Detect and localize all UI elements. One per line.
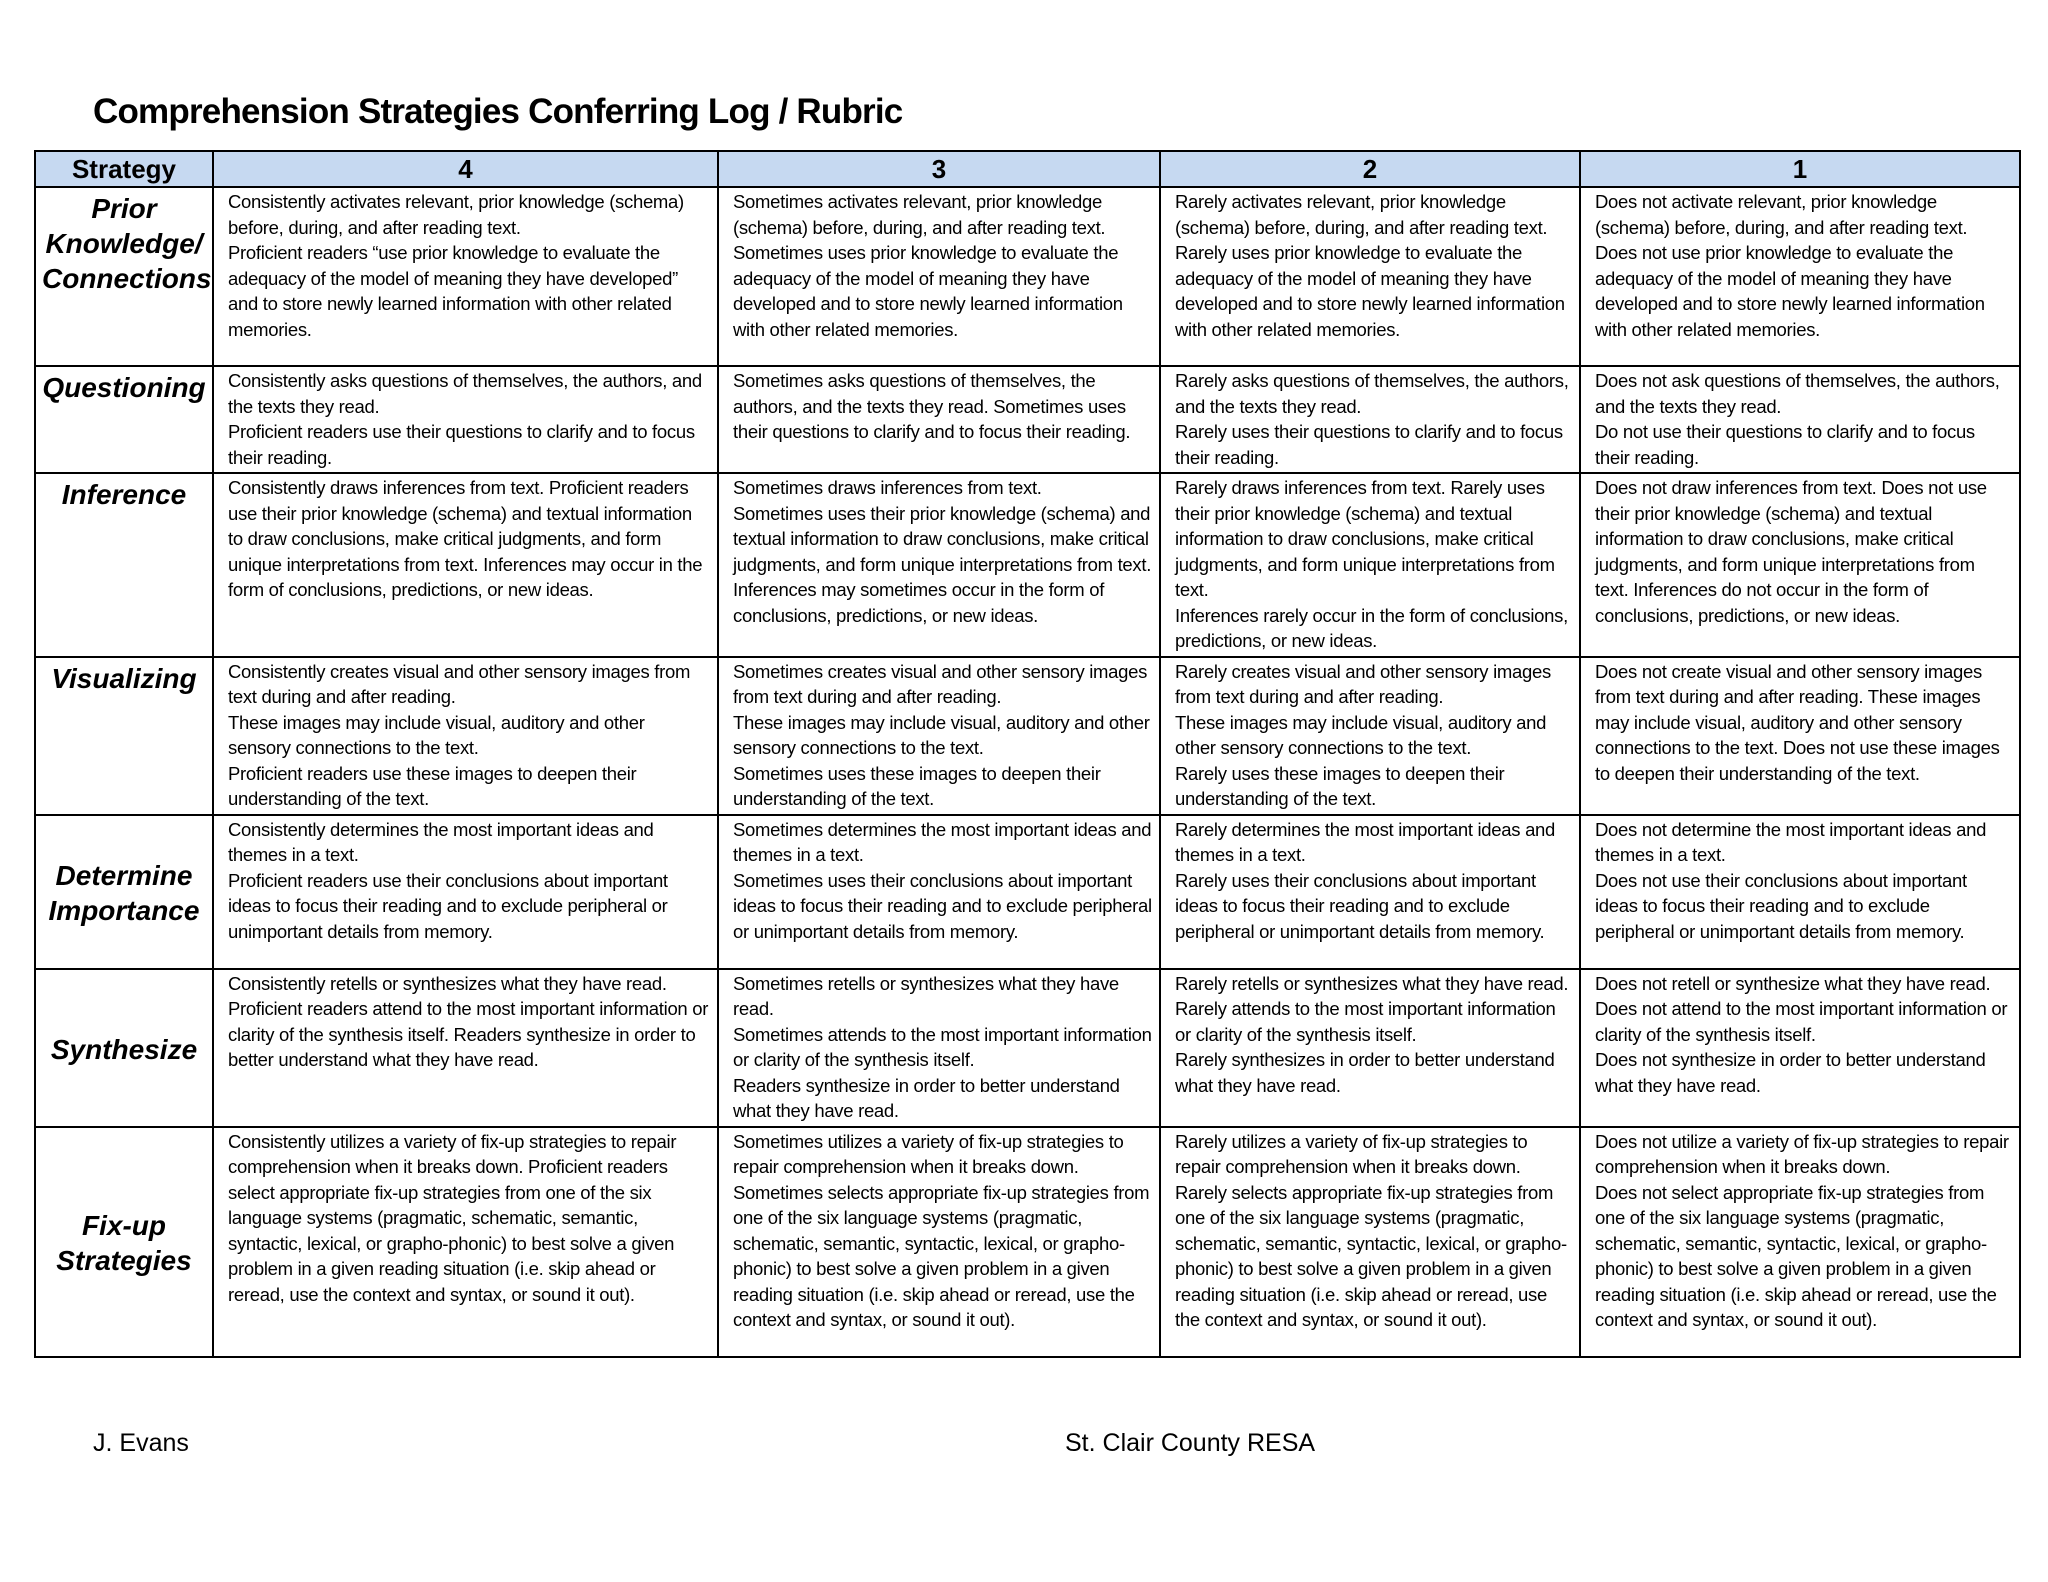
cell-score-2: Rarely creates visual and other sensory images from text during and after reading. These images may include visual, auditory and other sensory connections to the text. Rarely uses these images to deepen their understanding of the text. (1160, 657, 1580, 815)
cell-score-1: Does not ask questions of themselves, the authors, and the texts they read. Do not use their questions to clarify and to focus their reading. (1580, 366, 2020, 473)
cell-score-4: Consistently utilizes a variety of fix-up strategies to repair comprehension when it breaks down. Proficient readers select appropriate fix-up strategies from one of the six language systems (pragmatic, schematic, semantic, syntactic, lexical, or grapho-phonic) to best solve a given problem in a given reading situation (i.e. skip ahead or reread, use the context and syntax, or sound it out). (213, 1127, 718, 1357)
cell-score-2: Rarely determines the most important ideas and themes in a text. Rarely uses their conclusions about important ideas to focus their reading and to exclude peripheral or unimportant details from memory. (1160, 815, 1580, 969)
strategy-label: Visualizing (35, 657, 213, 815)
cell-score-1: Does not activate relevant, prior knowledge (schema) before, during, and after reading text. Does not use prior knowledge to evaluate the adequacy of the model of meaning they have developed and to store newly learned information with other related memories. (1580, 187, 2020, 366)
row-visualizing (35, 657, 2020, 815)
cell-score-2: Rarely utilizes a variety of fix-up strategies to repair comprehension when it breaks down. Rarely selects appropriate fix-up strategies from one of the six language systems (pragmatic, schematic, semantic, syntactic, lexical, or grapho-phonic) to best solve a given problem in a given reading situation (i.e. skip ahead or reread, use the context and syntax, or sound it out). (1160, 1127, 1580, 1357)
row-prior-knowledge (35, 187, 2020, 366)
cell-score-4: Consistently activates relevant, prior knowledge (schema) before, during, and after reading text. Proficient readers “use prior knowledge to evaluate the adequacy of the model of meaning they have developed” and to store newly learned information with other related memories. (213, 187, 718, 366)
cell-score-4: Consistently retells or synthesizes what they have read. Proficient readers attend to the most important information or clarity of the synthesis itself. Readers synthesize in order to better understand what they have read. (213, 969, 718, 1127)
cell-score-3: Sometimes determines the most important ideas and themes in a text. Sometimes uses their conclusions about important ideas to focus their reading and to exclude peripheral or unimportant details from memory. (718, 815, 1160, 969)
footer-organization: St. Clair County RESA (1065, 1429, 1316, 1457)
footer-author: J. Evans (93, 1429, 189, 1457)
strategy-label: Prior Knowledge/ Connections (35, 187, 213, 366)
row-determine-importance (35, 815, 2020, 969)
cell-score-1: Does not determine the most important ideas and themes in a text. Does not use their conclusions about important ideas to focus their reading and to exclude peripheral or unimportant details from memory. (1580, 815, 2020, 969)
rubric-table (34, 150, 2021, 1358)
row-questioning (35, 366, 2020, 473)
cell-score-4: Consistently draws inferences from text. Proficient readers use their prior knowledge (schema) and textual information to draw conclusions, make critical judgments, and form unique interpretations from text. Inferences may occur in the form of conclusions, predictions, or new ideas. (213, 473, 718, 657)
cell-score-3: Sometimes asks questions of themselves, the authors, and the texts they read. Sometimes uses their questions to clarify and to focus their reading. (718, 366, 1160, 473)
cell-score-2: Rarely retells or synthesizes what they have read. Rarely attends to the most important information or clarity of the synthesis itself. Rarely synthesizes in order to better understand what they have read. (1160, 969, 1580, 1127)
row-fix-up-strategies (35, 1127, 2020, 1357)
cell-score-2: Rarely asks questions of themselves, the authors, and the texts they read. Rarely uses their questions to clarify and to focus their reading. (1160, 366, 1580, 473)
cell-score-3: Sometimes draws inferences from text. Sometimes uses their prior knowledge (schema) and textual information to draw conclusions, make critical judgments, and form unique interpretations from text. Inferences may sometimes occur in the form of conclusions, predictions, or new ideas. (718, 473, 1160, 657)
cell-score-4: Consistently creates visual and other sensory images from text during and after reading. These images may include visual, auditory and other sensory connections to the text. Proficient readers use these images to deepen their understanding of the text. (213, 657, 718, 815)
cell-score-3: Sometimes retells or synthesizes what they have read. Sometimes attends to the most important information or clarity of the synthesis itself. Readers synthesize in order to better understand what they have read. (718, 969, 1160, 1127)
strategy-label: Inference (35, 473, 213, 657)
strategy-label: Synthesize (35, 969, 213, 1127)
row-inference (35, 473, 2020, 657)
strategy-label: Questioning (35, 366, 213, 473)
header-strategy: Strategy (35, 151, 213, 187)
header-score-1: 1 (1580, 151, 2020, 187)
header-row (35, 151, 2020, 187)
row-synthesize (35, 969, 2020, 1127)
cell-score-1: Does not utilize a variety of fix-up strategies to repair comprehension when it breaks down. Does not select appropriate fix-up strategies from one of the six language systems (pragmatic, schematic, semantic, syntactic, lexical, or grapho-phonic) to best solve a given problem in a given reading situation (i.e. skip ahead or reread, use the context and syntax, or sound it out). (1580, 1127, 2020, 1357)
strategy-label: Determine Importance (35, 815, 213, 969)
page-title: Comprehension Strategies Conferring Log / Rubric (93, 92, 903, 131)
cell-score-3: Sometimes activates relevant, prior knowledge (schema) before, during, and after reading text. Sometimes uses prior knowledge to evaluate the adequacy of the model of meaning they have developed and to store newly learned information with other related memories. (718, 187, 1160, 366)
cell-score-3: Sometimes utilizes a variety of fix-up strategies to repair comprehension when it breaks down. Sometimes selects appropriate fix-up strategies from one of the six language systems (pragmatic, schematic, semantic, syntactic, lexical, or grapho-phonic) to best solve a given problem in a given reading situation (i.e. skip ahead or reread, use the context and syntax, or sound it out). (718, 1127, 1160, 1357)
cell-score-1: Does not retell or synthesize what they have read. Does not attend to the most important information or clarity of the synthesis itself. Does not synthesize in order to better understand what they have read. (1580, 969, 2020, 1127)
cell-score-1: Does not draw inferences from text. Does not use their prior knowledge (schema) and textual information to draw conclusions, make critical judgments, and form unique interpretations from text. Inferences do not occur in the form of conclusions, predictions, or new ideas. (1580, 473, 2020, 657)
header-score-4: 4 (213, 151, 718, 187)
strategy-label: Fix-up Strategies (35, 1127, 213, 1357)
header-score-3: 3 (718, 151, 1160, 187)
cell-score-2: Rarely activates relevant, prior knowledge (schema) before, during, and after reading text. Rarely uses prior knowledge to evaluate the adequacy of the model of meaning they have developed and to store newly learned information with other related memories. (1160, 187, 1580, 366)
header-score-2: 2 (1160, 151, 1580, 187)
cell-score-4: Consistently determines the most important ideas and themes in a text. Proficient readers use their conclusions about important ideas to focus their reading and to exclude peripheral or unimportant details from memory. (213, 815, 718, 969)
cell-score-3: Sometimes creates visual and other sensory images from text during and after reading. These images may include visual, auditory and other sensory connections to the text. Sometimes uses these images to deepen their understanding of the text. (718, 657, 1160, 815)
cell-score-1: Does not create visual and other sensory images from text during and after reading. These images may include visual, auditory and other sensory connections to the text. Does not use these images to deepen their understanding of the text. (1580, 657, 2020, 815)
cell-score-2: Rarely draws inferences from text. Rarely uses their prior knowledge (schema) and textual information to draw conclusions, make critical judgments, and form unique interpretations from text. Inferences rarely occur in the form of conclusions, predictions, or new ideas. (1160, 473, 1580, 657)
cell-score-4: Consistently asks questions of themselves, the authors, and the texts they read. Proficient readers use their questions to clarify and to focus their reading. (213, 366, 718, 473)
